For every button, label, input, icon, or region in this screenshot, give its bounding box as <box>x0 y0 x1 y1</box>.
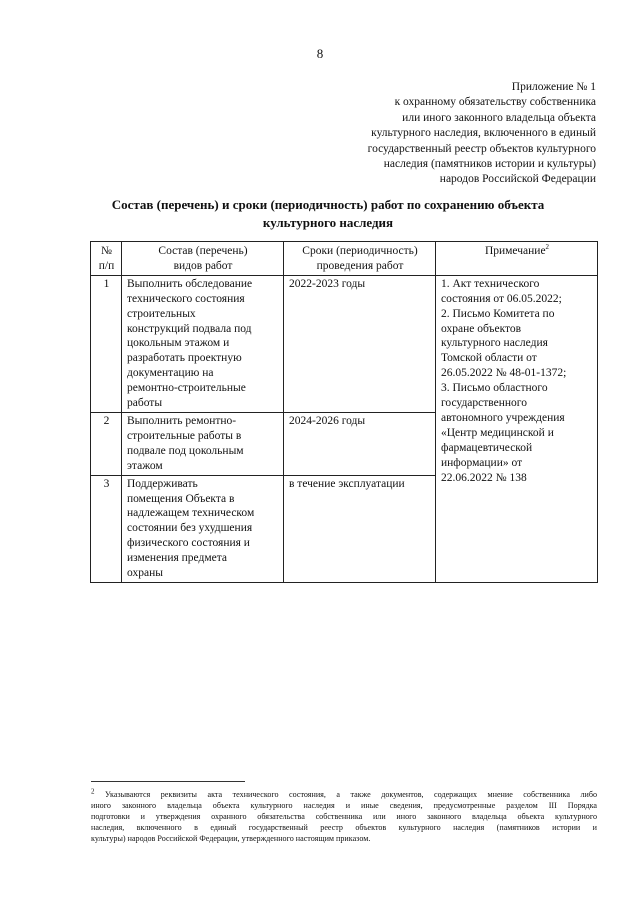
row-terms: в течение эксплуатации <box>284 475 436 582</box>
row-works: Выполнить обследование технического состояния строительных конструкций подвала под цокольным этажом и разработать проектную документацию на ремонтно-строительные работы <box>122 275 284 412</box>
footnote-separator <box>91 781 245 782</box>
header-terms: Сроки (периодичность) проведения работ <box>284 242 436 276</box>
header-num: № п/п <box>91 242 122 276</box>
appendix-line: культурного наследия, включенного в единый <box>371 127 596 140</box>
appendix-line: наследия (памятников истории и культуры) <box>383 158 596 171</box>
footnote <box>91 789 597 844</box>
header-note: Примечание$^2$ <box>436 242 598 276</box>
footnote-ref: 2 <box>545 243 550 252</box>
table-row <box>91 275 598 412</box>
appendix-header <box>296 80 596 188</box>
footnote-line: $^2$ Указываются реквизиты акта технического состояния, а также документов, содержащих мнение собственника либо <box>91 787 597 799</box>
page-number: 8 <box>316 46 324 61</box>
header-works: Состав (перечень) видов работ <box>122 242 284 276</box>
row-terms: 2024-2026 годы <box>284 412 436 475</box>
appendix-line: к охранному обязательству собственника <box>394 96 596 109</box>
footnote-line: культуры) народов Российской Федерации, утвержденного настоящим приказом. <box>91 834 371 843</box>
appendix-line: или иного законного владельца объекта <box>402 111 596 124</box>
works-table <box>90 241 598 583</box>
footnote-marker: 2 <box>91 787 95 796</box>
appendix-line: государственный реестр объектов культурного <box>367 142 596 155</box>
document-title-line: культурного наследия <box>262 215 394 230</box>
row-terms: 2022-2023 годы <box>284 275 436 412</box>
footnote-line: подготовки и утверждения охранного обязательства собственника или иного законного владельца объекта культурного <box>91 812 597 821</box>
row-num: 3 <box>91 475 122 582</box>
row-num: 2 <box>91 412 122 475</box>
row-num: 1 <box>91 275 122 412</box>
document-title-line: Состав (перечень) и сроки (периодичность) работ по сохранению объекта <box>111 197 545 212</box>
table-header-row <box>91 242 598 276</box>
appendix-line: народов Российской Федерации <box>439 173 596 186</box>
footnote-line: наследия, включенного в единый государственный реестр объектов культурного наследия (памятников истории и <box>91 823 597 832</box>
row-works: Поддерживать помещения Объекта в надлежащем техническом состоянии без ухудшения физического состояния и изменения предмета охраны <box>122 475 284 582</box>
appendix-line: Приложение № 1 <box>511 81 596 93</box>
row-works: Выполнить ремонтно- строительные работы в подвале под цокольным этажом <box>122 412 284 475</box>
footnote-line: иного законного владельца объекта культурного наследия и иные сведения, предусмотренные разделом III Порядка <box>91 801 597 810</box>
note-cell: 1. Акт технического состояния от 06.05.2022; 2. Письмо Комитета по охране объектов культурного наследия Томской области от 26.05.2022 № 48-01-1372; 3. Письмо областного государственного автономного учреждения «Центр медицинской и фармацевтической информации» от 22.06.2022 № 138 <box>436 275 598 582</box>
document-title <box>80 196 576 232</box>
